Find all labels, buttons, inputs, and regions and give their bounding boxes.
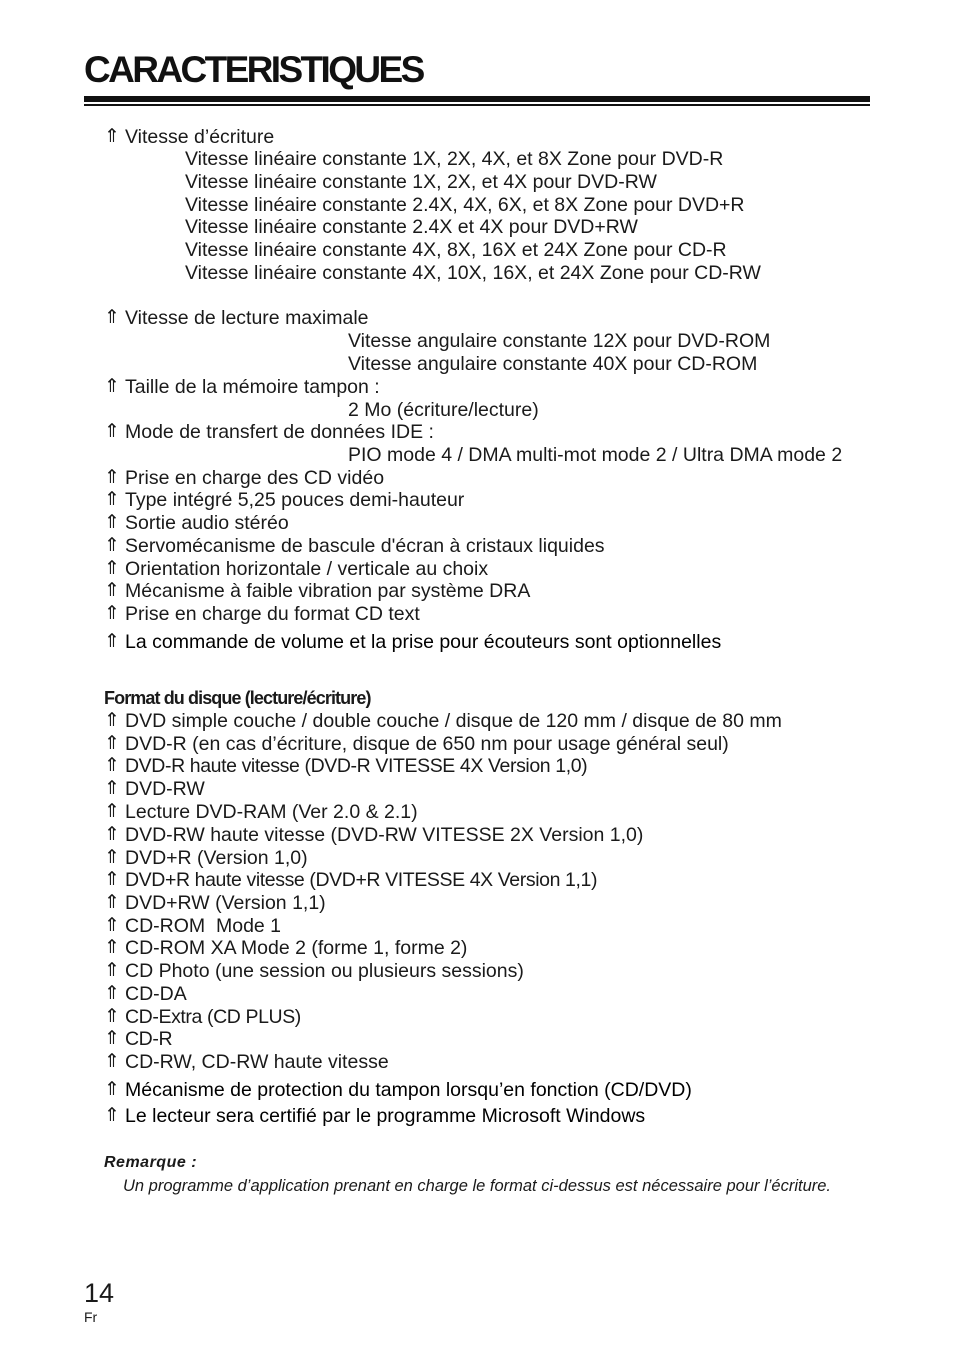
bullet-icon: ⇑ <box>104 580 120 601</box>
disc-format-heading: Format du disque (lecture/écriture) <box>104 688 371 708</box>
bullet-icon: ⇑ <box>104 983 120 1004</box>
bullet-icon: ⇑ <box>104 824 120 845</box>
feature-detail: Vitesse linéaire constante 4X, 8X, 16X et 24X Zone pour CD-R <box>185 239 727 261</box>
note-text: Un programme d’application prenant en charge le format ci-dessus est nécessaire pour l’écriture. <box>123 1177 832 1195</box>
bullet-icon: ⇑ <box>104 535 120 556</box>
bullet-icon: ⇑ <box>104 801 120 822</box>
bullet-icon: ⇑ <box>104 733 120 754</box>
feature-label: Orientation horizontale / verticale au choix <box>125 558 489 580</box>
feature-detail: Vitesse linéaire constante 1X, 2X, 4X, et 8X Zone pour DVD-R <box>185 148 724 170</box>
bullet-icon: ⇑ <box>104 512 120 533</box>
bullet-icon: ⇑ <box>104 778 120 799</box>
bullet-icon: ⇑ <box>104 1006 120 1027</box>
disc-format-item: DVD+R haute vitesse (DVD+R VITESSE 4X Version 1,1) <box>125 869 598 891</box>
feature-label: Servomécanisme de bascule d'écran à cristaux liquides <box>125 535 605 557</box>
language-code: Fr <box>84 1309 98 1325</box>
feature-detail: 2 Mo (écriture/lecture) <box>348 399 539 421</box>
bullet-icon: ⇑ <box>104 1105 120 1126</box>
bullet-icon: ⇑ <box>104 710 120 731</box>
disc-format-item: Mécanisme de protection du tampon lorsqu’en fonction (CD/DVD) <box>125 1079 692 1101</box>
bullet-icon: ⇑ <box>104 631 120 652</box>
bullet-icon: ⇑ <box>104 915 120 936</box>
feature-label: Prise en charge du format CD text <box>125 603 420 625</box>
bullet-icon: ⇑ <box>104 847 120 868</box>
bullet-icon: ⇑ <box>104 558 120 579</box>
bullet-icon: ⇑ <box>104 489 120 510</box>
disc-format-item: CD-ROM XA Mode 2 (forme 1, forme 2) <box>125 937 468 959</box>
title-rule-thin <box>84 104 870 106</box>
bullet-icon: ⇑ <box>104 421 120 442</box>
feature-detail: Vitesse linéaire constante 4X, 10X, 16X, et 24X Zone pour CD-RW <box>185 262 761 284</box>
bullet-icon: ⇑ <box>104 1051 120 1072</box>
bullet-icon: ⇑ <box>104 467 120 488</box>
disc-format-item: CD-Extra (CD PLUS) <box>125 1006 301 1028</box>
disc-format-item: CD-R <box>125 1028 173 1050</box>
disc-format-item: DVD+R (Version 1,0) <box>125 847 308 869</box>
disc-format-item: DVD-RW haute vitesse (DVD-RW VITESSE 2X Version 1,0) <box>125 824 644 846</box>
bullet-icon: ⇑ <box>104 307 120 328</box>
feature-label: Mécanisme à faible vibration par système DRA <box>125 580 531 602</box>
feature-detail: Vitesse linéaire constante 1X, 2X, et 4X pour DVD-RW <box>185 171 657 193</box>
bullet-icon: ⇑ <box>104 892 120 913</box>
disc-format-item: DVD+RW (Version 1,1) <box>125 892 326 914</box>
feature-detail: Vitesse angulaire constante 40X pour CD-ROM <box>348 353 758 375</box>
bullet-icon: ⇑ <box>104 1028 120 1049</box>
page-number: 14 <box>84 1278 115 1308</box>
disc-format-item: DVD-R (en cas d’écriture, disque de 650 nm pour usage général seul) <box>125 733 729 755</box>
bullet-icon: ⇑ <box>104 869 120 890</box>
feature-label: Vitesse d’écriture <box>125 126 275 148</box>
disc-format-item: DVD-R haute vitesse (DVD-R VITESSE 4X Version 1,0) <box>125 755 588 777</box>
note-title: Remarque : <box>104 1154 198 1171</box>
feature-detail: Vitesse linéaire constante 2.4X, 4X, 6X, et 8X Zone pour DVD+R <box>185 194 745 216</box>
disc-format-item: Lecture DVD-RAM (Ver 2.0 & 2.1) <box>125 801 418 823</box>
bullet-icon: ⇑ <box>104 603 120 624</box>
disc-format-item: CD-DA <box>125 983 187 1005</box>
feature-detail: Vitesse angulaire constante 12X pour DVD-ROM <box>348 330 771 352</box>
bullet-icon: ⇑ <box>104 937 120 958</box>
disc-format-item: CD-RW, CD-RW haute vitesse <box>125 1051 389 1073</box>
disc-format-item: Le lecteur sera certifié par le programme Microsoft Windows <box>125 1105 646 1127</box>
feature-label: Sortie audio stéréo <box>125 512 289 534</box>
disc-format-item: DVD-RW <box>125 778 205 800</box>
page-title: CARACTERISTIQUES <box>84 49 423 90</box>
feature-label: Vitesse de lecture maximale <box>125 307 369 329</box>
disc-format-item: DVD simple couche / double couche / disque de 120 mm / disque de 80 mm <box>125 710 782 732</box>
feature-detail: Vitesse linéaire constante 2.4X et 4X pour DVD+RW <box>185 216 638 238</box>
feature-label: Prise en charge des CD vidéo <box>125 467 385 489</box>
feature-label: Mode de transfert de données IDE : <box>125 421 434 443</box>
feature-label: Type intégré 5,25 pouces demi-hauteur <box>125 489 465 511</box>
bullet-icon: ⇑ <box>104 126 120 147</box>
feature-detail: PIO mode 4 / DMA multi-mot mode 2 / Ultra DMA mode 2 <box>348 444 843 466</box>
title-rule-thick <box>84 96 870 102</box>
bullet-icon: ⇑ <box>104 960 120 981</box>
feature-label: La commande de volume et la prise pour écouteurs sont optionnelles <box>125 631 722 653</box>
bullet-icon: ⇑ <box>104 1079 120 1100</box>
bullet-icon: ⇑ <box>104 755 120 776</box>
disc-format-item: CD Photo (une session ou plusieurs sessions) <box>125 960 524 982</box>
feature-label: Taille de la mémoire tampon : <box>125 376 380 398</box>
disc-format-item: CD-ROM Mode 1 <box>125 915 282 937</box>
bullet-icon: ⇑ <box>104 376 120 397</box>
